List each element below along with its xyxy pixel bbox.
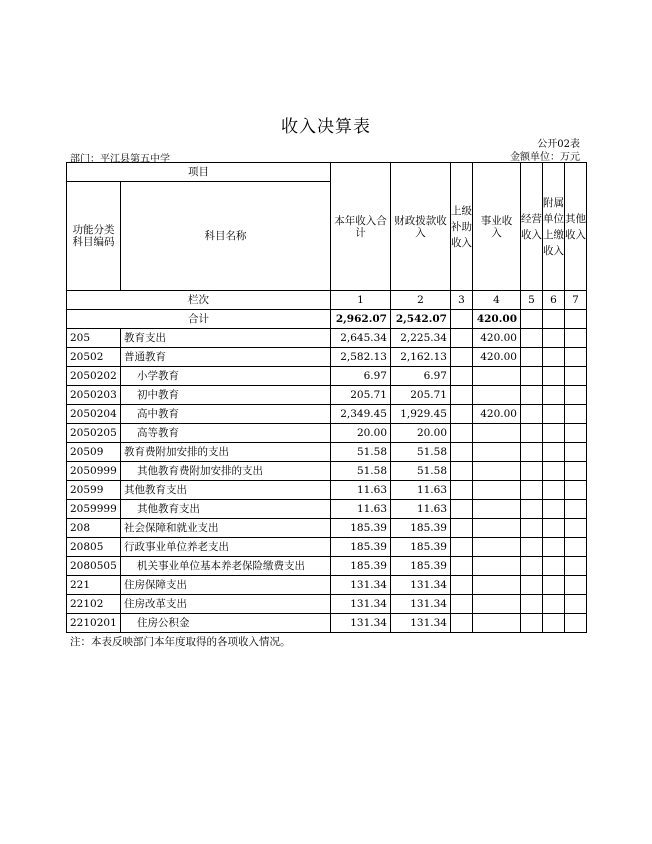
table-row: [67, 500, 587, 519]
unit-label: 金额单位：万元: [510, 152, 580, 163]
subject-name-header: 科目名称: [121, 182, 331, 291]
row-code: 2059999: [67, 500, 121, 519]
row-other: [565, 367, 587, 386]
row-total: 131.34: [331, 576, 391, 595]
row-affiliated: [543, 500, 565, 519]
sum-other: [565, 310, 587, 329]
row-code: 2050204: [67, 405, 121, 424]
col-num: 6: [543, 291, 565, 310]
row-business: [473, 538, 521, 557]
row-affiliated: [543, 348, 565, 367]
col-num: 5: [521, 291, 543, 310]
footnote: 注：本表反映部门本年度取得的各项收入情况。: [70, 636, 291, 648]
row-code: 22102: [67, 595, 121, 614]
row-name: 其他教育支出: [121, 481, 331, 500]
row-other: [565, 538, 587, 557]
col-num: 4: [473, 291, 521, 310]
row-total: 2,645.34: [331, 329, 391, 348]
operation-header: 经营收入: [521, 163, 543, 291]
row-operation: [521, 519, 543, 538]
row-name: 其他教育支出: [121, 500, 331, 519]
row-name: 社会保障和就业支出: [121, 519, 331, 538]
row-fiscal: 185.39: [391, 538, 451, 557]
income-table: [66, 162, 587, 633]
other-header: 其他收入: [565, 163, 587, 291]
table-row: [67, 557, 587, 576]
table-row: [67, 538, 587, 557]
row-other: [565, 481, 587, 500]
row-code: 2050205: [67, 424, 121, 443]
row-total: 185.39: [331, 538, 391, 557]
row-other: [565, 462, 587, 481]
row-code: 2080505: [67, 557, 121, 576]
sum-business: 420.00: [473, 310, 521, 329]
sum-operation: [521, 310, 543, 329]
sum-row: [67, 310, 587, 329]
row-other: [565, 519, 587, 538]
row-business: [473, 367, 521, 386]
row-business: [473, 500, 521, 519]
total-header: 本年收入合计: [331, 163, 391, 291]
table-row: [67, 481, 587, 500]
row-name: 高中教育: [121, 405, 331, 424]
row-affiliated: [543, 481, 565, 500]
row-total: 2,582.13: [331, 348, 391, 367]
table-row: [67, 424, 587, 443]
sum-fiscal: 2,542.07: [391, 310, 451, 329]
row-code: 2050999: [67, 462, 121, 481]
row-business: [473, 614, 521, 633]
row-business: [473, 462, 521, 481]
row-affiliated: [543, 614, 565, 633]
row-total: 185.39: [331, 519, 391, 538]
row-business: [473, 481, 521, 500]
row-superior: [451, 367, 473, 386]
form-code: 公开02表: [537, 139, 580, 150]
row-superior: [451, 614, 473, 633]
row-fiscal: 185.39: [391, 519, 451, 538]
row-business: [473, 386, 521, 405]
row-other: [565, 424, 587, 443]
row-total: 131.34: [331, 614, 391, 633]
row-affiliated: [543, 386, 565, 405]
row-affiliated: [543, 405, 565, 424]
table-row: [67, 405, 587, 424]
row-business: [473, 424, 521, 443]
row-operation: [521, 538, 543, 557]
row-business: [473, 443, 521, 462]
row-superior: [451, 538, 473, 557]
row-code: 205: [67, 329, 121, 348]
row-name: 机关事业单位基本养老保险缴费支出: [121, 557, 331, 576]
row-operation: [521, 443, 543, 462]
row-superior: [451, 576, 473, 595]
row-superior: [451, 348, 473, 367]
row-fiscal: 11.63: [391, 481, 451, 500]
row-other: [565, 500, 587, 519]
row-other: [565, 557, 587, 576]
row-name: 教育费附加安排的支出: [121, 443, 331, 462]
row-affiliated: [543, 538, 565, 557]
row-operation: [521, 462, 543, 481]
page-title: 收入决算表: [281, 117, 371, 137]
row-name: 教育支出: [121, 329, 331, 348]
row-business: [473, 557, 521, 576]
row-other: [565, 348, 587, 367]
row-superior: [451, 462, 473, 481]
row-fiscal: 131.34: [391, 595, 451, 614]
row-affiliated: [543, 443, 565, 462]
row-code: 20805: [67, 538, 121, 557]
row-fiscal: 51.58: [391, 443, 451, 462]
table-row: [67, 348, 587, 367]
project-header: 项目: [67, 163, 331, 182]
row-code: 2210201: [67, 614, 121, 633]
col-label: 栏次: [67, 291, 331, 310]
row-operation: [521, 614, 543, 633]
row-name: 住房保障支出: [121, 576, 331, 595]
row-superior: [451, 405, 473, 424]
row-fiscal: 185.39: [391, 557, 451, 576]
row-superior: [451, 386, 473, 405]
func-code-header: 功能分类科目编码: [67, 182, 121, 291]
row-total: 11.63: [331, 481, 391, 500]
row-business: 420.00: [473, 329, 521, 348]
row-affiliated: [543, 462, 565, 481]
table-row: [67, 367, 587, 386]
table-row: [67, 595, 587, 614]
row-affiliated: [543, 329, 565, 348]
row-total: 11.63: [331, 500, 391, 519]
row-affiliated: [543, 519, 565, 538]
row-operation: [521, 500, 543, 519]
row-code: 20599: [67, 481, 121, 500]
row-fiscal: 1,929.45: [391, 405, 451, 424]
superior-header: 上级补助收入: [451, 163, 473, 291]
row-name: 行政事业单位养老支出: [121, 538, 331, 557]
row-total: 2,349.45: [331, 405, 391, 424]
col-num: 3: [451, 291, 473, 310]
row-affiliated: [543, 367, 565, 386]
row-business: [473, 576, 521, 595]
row-operation: [521, 329, 543, 348]
row-superior: [451, 481, 473, 500]
row-fiscal: 131.34: [391, 614, 451, 633]
row-fiscal: 2,162.13: [391, 348, 451, 367]
department-label: 部门：平江县第五中学: [70, 154, 170, 165]
business-header: 事业收入: [473, 163, 521, 291]
row-total: 20.00: [331, 424, 391, 443]
row-operation: [521, 348, 543, 367]
row-superior: [451, 424, 473, 443]
row-operation: [521, 595, 543, 614]
row-code: 221: [67, 576, 121, 595]
affiliated-header: 附属单位上缴收入: [543, 163, 565, 291]
table-row: [67, 386, 587, 405]
row-other: [565, 329, 587, 348]
col-num: 2: [391, 291, 451, 310]
col-num: 7: [565, 291, 587, 310]
row-fiscal: 2,225.34: [391, 329, 451, 348]
table-row: [67, 614, 587, 633]
row-other: [565, 405, 587, 424]
table-row: [67, 329, 587, 348]
row-fiscal: 51.58: [391, 462, 451, 481]
row-name: 高等教育: [121, 424, 331, 443]
row-code: 208: [67, 519, 121, 538]
row-code: 2050202: [67, 367, 121, 386]
row-code: 20509: [67, 443, 121, 462]
row-total: 51.58: [331, 462, 391, 481]
row-fiscal: 11.63: [391, 500, 451, 519]
row-total: 51.58: [331, 443, 391, 462]
row-fiscal: 131.34: [391, 576, 451, 595]
row-other: [565, 614, 587, 633]
sum-total: 2,962.07: [331, 310, 391, 329]
row-affiliated: [543, 595, 565, 614]
row-code: 20502: [67, 348, 121, 367]
row-fiscal: 205.71: [391, 386, 451, 405]
row-affiliated: [543, 557, 565, 576]
row-operation: [521, 424, 543, 443]
row-total: 131.34: [331, 595, 391, 614]
row-operation: [521, 481, 543, 500]
row-other: [565, 443, 587, 462]
row-business: 420.00: [473, 348, 521, 367]
row-other: [565, 595, 587, 614]
table-row: [67, 576, 587, 595]
sum-superior: [451, 310, 473, 329]
row-name: 初中教育: [121, 386, 331, 405]
row-business: 420.00: [473, 405, 521, 424]
row-name: 小学教育: [121, 367, 331, 386]
row-fiscal: 6.97: [391, 367, 451, 386]
row-superior: [451, 595, 473, 614]
row-name: 普通教育: [121, 348, 331, 367]
row-total: 205.71: [331, 386, 391, 405]
col-num: 1: [331, 291, 391, 310]
row-name: 住房公积金: [121, 614, 331, 633]
row-operation: [521, 405, 543, 424]
row-total: 185.39: [331, 557, 391, 576]
sum-label: 合计: [67, 310, 331, 329]
row-other: [565, 576, 587, 595]
row-superior: [451, 519, 473, 538]
row-superior: [451, 500, 473, 519]
table-row: [67, 462, 587, 481]
row-operation: [521, 386, 543, 405]
row-code: 2050203: [67, 386, 121, 405]
row-name: 其他教育费附加安排的支出: [121, 462, 331, 481]
row-superior: [451, 557, 473, 576]
row-fiscal: 20.00: [391, 424, 451, 443]
row-business: [473, 595, 521, 614]
table-row: [67, 519, 587, 538]
row-other: [565, 386, 587, 405]
row-operation: [521, 576, 543, 595]
row-name: 住房改革支出: [121, 595, 331, 614]
row-operation: [521, 557, 543, 576]
fiscal-header: 财政拨款收入: [391, 163, 451, 291]
row-superior: [451, 329, 473, 348]
row-operation: [521, 367, 543, 386]
row-affiliated: [543, 576, 565, 595]
row-superior: [451, 443, 473, 462]
row-total: 6.97: [331, 367, 391, 386]
table-row: [67, 443, 587, 462]
sum-affiliated: [543, 310, 565, 329]
row-affiliated: [543, 424, 565, 443]
row-business: [473, 519, 521, 538]
